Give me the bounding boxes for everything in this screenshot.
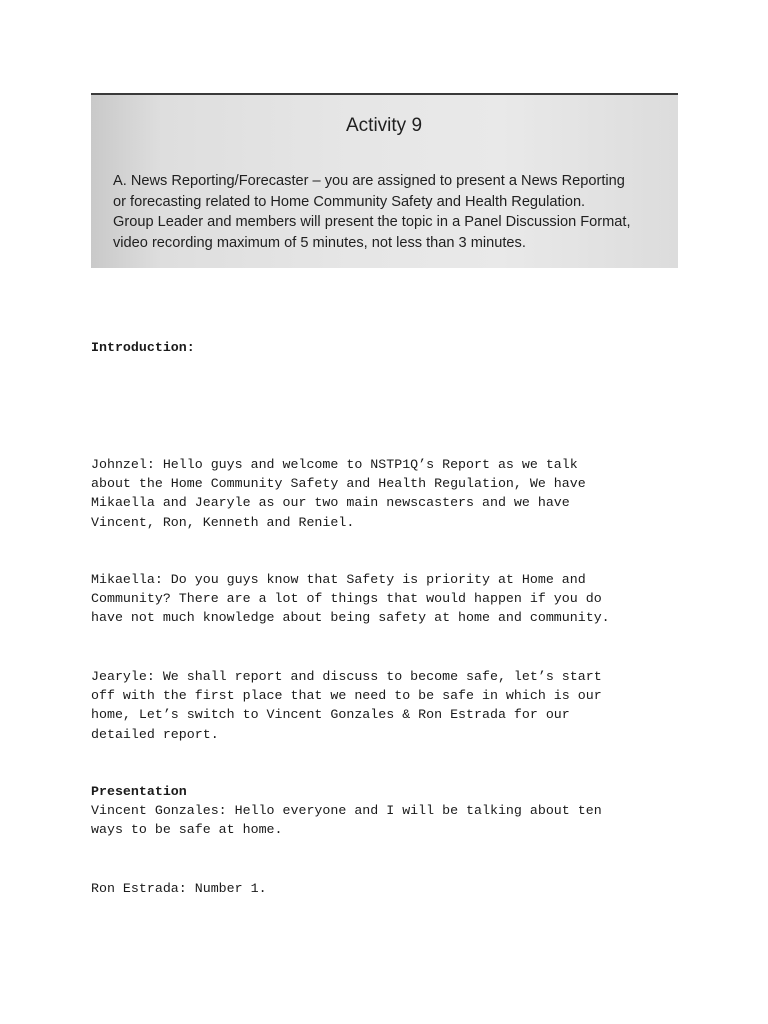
jearyle-paragraph	[91, 667, 602, 744]
activity-title: Activity 9	[346, 115, 423, 136]
activity-line: video recording maximum of 5 minutes, not less than 3 minutes.	[113, 234, 526, 251]
paragraph-line: Vincent Gonzales: Hello everyone and I will be talking about ten	[91, 803, 602, 819]
paragraph-line: Community? There are a lot of things that would happen if you do	[91, 591, 602, 607]
activity-line: or forecasting related to Home Community Safety and Health Regulation.	[113, 193, 586, 210]
presentation-heading: Presentation	[91, 784, 187, 799]
paragraph-line: Mikaella: Do you guys know that Safety is priority at Home and	[91, 572, 586, 587]
johnzel-paragraph	[91, 455, 586, 532]
introduction-heading: Introduction:	[91, 340, 195, 355]
paragraph-line: ways to be safe at home.	[91, 822, 283, 838]
activity-photo	[91, 93, 678, 268]
paragraph-line: home, Let’s switch to Vincent Gonzales & Ron Estrada for our	[91, 707, 570, 723]
ron-paragraph: Ron Estrada: Number 1.	[91, 881, 267, 896]
paragraph-line: have not much knowledge about being safety at home and community.	[91, 610, 610, 626]
paragraph-line: Johnzel: Hello guys and welcome to NSTP1Q’s Report as we talk	[91, 457, 578, 472]
mikaella-paragraph	[91, 570, 610, 628]
paragraph-line: off with the first place that we need to be safe in which is our	[91, 688, 602, 704]
paragraph-line: about the Home Community Safety and Health Regulation, We have	[91, 476, 586, 492]
paragraph-line: Vincent, Ron, Kenneth and Reniel.	[91, 514, 355, 530]
activity-line: A. News Reporting/Forecaster – you are assigned to present a News Reporting	[113, 173, 625, 189]
activity-line: Group Leader and members will present the topic in a Panel Discussion Format,	[113, 214, 631, 230]
activity-instructions	[113, 171, 673, 253]
paragraph-line: detailed report.	[91, 726, 219, 742]
paragraph-line: Mikaella and Jearyle as our two main newscasters and we have	[91, 495, 570, 511]
paragraph-line: Jearyle: We shall report and discuss to become safe, let’s start	[91, 669, 602, 684]
presentation-section	[91, 782, 602, 840]
